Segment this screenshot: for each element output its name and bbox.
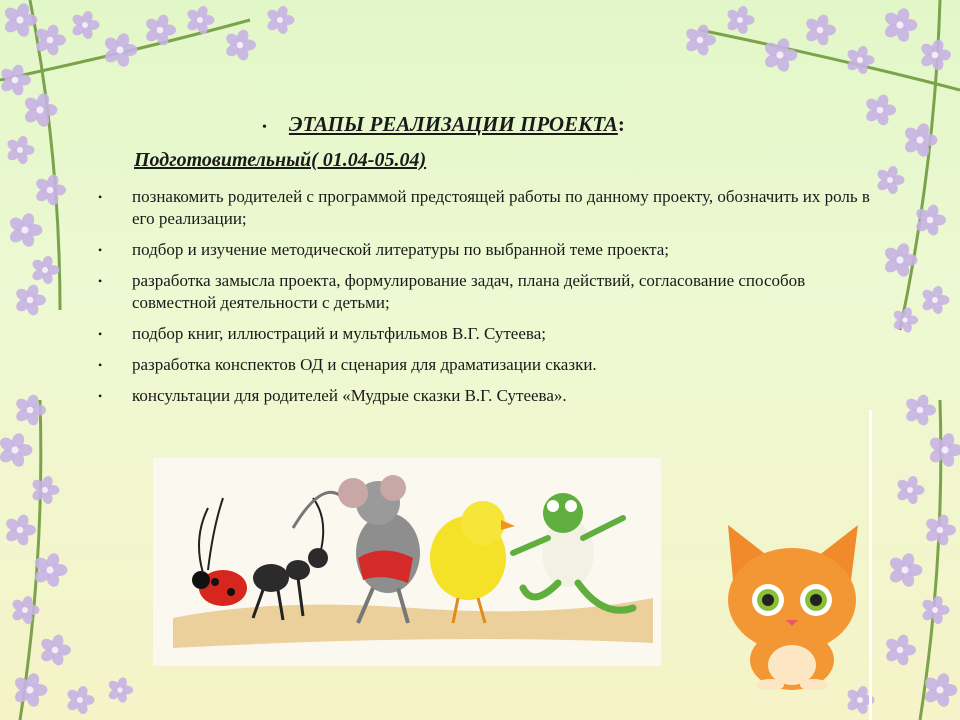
item-text: познакомить родителей с программой предстоящей работы по данному проекту, обозначить их роль в его реализации; (132, 187, 870, 228)
flower-decoration (4, 513, 36, 547)
flower-decoration (919, 38, 951, 72)
flower-decoration (804, 13, 836, 47)
flower-decoration (144, 13, 176, 47)
flower-decoration (887, 552, 922, 589)
flower-decoration (762, 37, 797, 74)
flower-decoration (32, 552, 67, 589)
flower-decoration (882, 242, 917, 279)
task-list (96, 186, 876, 416)
vertical-line-decoration (869, 410, 872, 720)
bullet: • (98, 274, 103, 288)
flower-decoration (725, 5, 754, 36)
list-item (96, 354, 876, 376)
flower-decoration (920, 595, 949, 626)
flower-decoration (684, 23, 716, 57)
flower-decoration (914, 203, 946, 237)
flower-decoration (65, 685, 94, 716)
title-bullet: • (262, 120, 267, 135)
title-text: ЭТАПЫ РЕАЛИЗАЦИИ ПРОЕКТА (288, 112, 618, 136)
flower-decoration (22, 92, 57, 129)
flower-decoration (884, 633, 916, 667)
flower-decoration (39, 633, 71, 667)
flower-decoration (14, 393, 46, 427)
list-item (96, 186, 876, 230)
list-item (96, 385, 876, 407)
stem-decoration (920, 400, 941, 720)
title-colon: : (617, 112, 625, 136)
bullet: • (98, 358, 103, 372)
flower-decoration (875, 165, 904, 196)
flower-decoration (14, 283, 46, 317)
flower-decoration (882, 7, 917, 44)
flower-decoration (922, 672, 957, 709)
list-item (96, 270, 876, 314)
bullet: • (98, 389, 103, 403)
bullet: • (98, 243, 103, 257)
flower-decoration (224, 28, 256, 62)
flower-decoration (12, 672, 47, 709)
flower-decoration (920, 285, 949, 316)
flower-decoration (70, 10, 99, 41)
flower-decoration (107, 676, 133, 704)
stage-subtitle (96, 149, 426, 172)
item-text: консультации для родителей «Мудрые сказки В.Г. Сутеева». (132, 386, 567, 405)
flower-decoration (924, 513, 956, 547)
stem-decoration (900, 0, 940, 330)
item-text: разработка замысла проекта, формулирование задач, плана действий, согласование способов совместной деятельности с детьми; (132, 271, 806, 312)
flower-decoration (845, 45, 874, 76)
flower-decoration (0, 63, 31, 97)
animals-illustration (153, 458, 661, 666)
item-text: подбор и изучение методической литературы по выбранной теме проекта; (132, 240, 670, 259)
flower-decoration (30, 475, 59, 506)
flower-decoration (902, 122, 937, 159)
flower-decoration (904, 393, 936, 427)
flower-decoration (5, 135, 34, 166)
flower-decoration (265, 5, 294, 36)
flower-decoration (927, 432, 960, 469)
stem-decoration (20, 400, 41, 720)
flower-decoration (2, 2, 37, 39)
flower-decoration (185, 5, 214, 36)
bullet: • (98, 190, 103, 204)
flower-decoration (7, 212, 42, 249)
kitten-illustration (718, 520, 866, 690)
bullet: • (98, 327, 103, 341)
list-item (96, 239, 876, 261)
stem-decoration (0, 20, 250, 80)
list-item (96, 323, 876, 345)
flower-decoration (10, 595, 39, 626)
stem-decoration (30, 0, 60, 310)
stem-decoration (700, 30, 960, 90)
flower-decoration (895, 475, 924, 506)
flower-decoration (0, 432, 32, 469)
subtitle-text: Подготовительный( 01.04-05.04) (134, 149, 427, 171)
item-text: подбор книг, иллюстраций и мультфильмов В.Г. Сутеева; (132, 324, 546, 343)
item-text: разработка конспектов ОД и сценария для драматизации сказки. (132, 355, 597, 374)
flower-decoration (30, 255, 59, 286)
flower-decoration (102, 32, 137, 69)
flower-decoration (34, 173, 66, 207)
flower-decoration (864, 93, 896, 127)
flower-decoration (892, 306, 918, 334)
flower-decoration (34, 23, 66, 57)
slide-title (262, 112, 625, 137)
